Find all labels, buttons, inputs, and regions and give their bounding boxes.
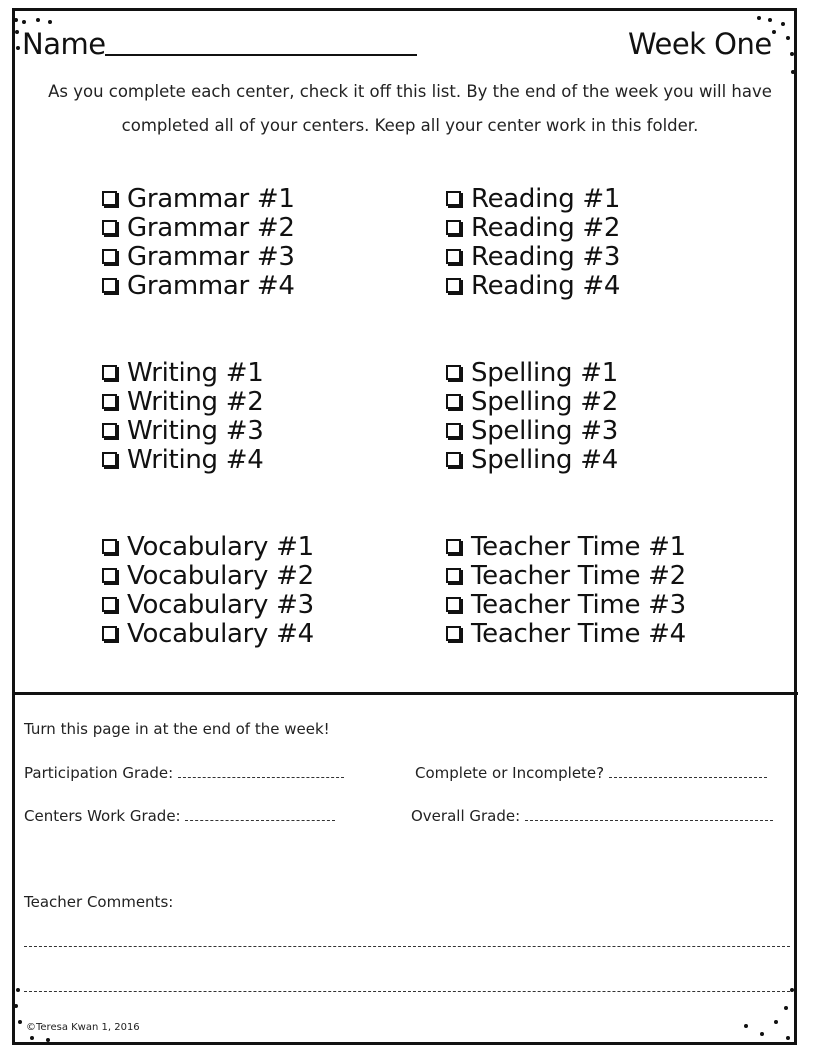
checklist-item[interactable] (446, 561, 686, 590)
checklist-item[interactable] (102, 532, 314, 561)
checklist-group (102, 358, 314, 474)
turn-in-note: Turn this page in at the end of the week! (24, 720, 330, 738)
checklist-item[interactable] (102, 242, 314, 271)
checklist-item[interactable] (446, 416, 686, 445)
checkbox-icon[interactable] (446, 597, 461, 612)
checkbox-icon[interactable] (446, 220, 461, 235)
checklist-item[interactable] (102, 619, 314, 648)
checkbox-icon[interactable] (102, 539, 117, 554)
checklist-group (446, 184, 686, 300)
checkbox-icon[interactable] (102, 452, 117, 467)
checkbox-icon[interactable] (446, 423, 461, 438)
checkbox-icon[interactable] (446, 249, 461, 264)
checkbox-icon[interactable] (102, 365, 117, 380)
checklist-item-label: Grammar #1 (127, 183, 295, 214)
checkbox-icon[interactable] (446, 365, 461, 380)
checkbox-icon[interactable] (446, 626, 461, 641)
checklist-item-label: Writing #3 (127, 415, 264, 446)
checklist-item[interactable] (446, 619, 686, 648)
checklist-item-label: Vocabulary #2 (127, 560, 314, 591)
checklist-item-label: Spelling #1 (471, 357, 618, 388)
checkbox-icon[interactable] (102, 191, 117, 206)
checklist-item-label: Spelling #2 (471, 386, 618, 417)
checklist-group (446, 358, 686, 474)
complete-field[interactable] (609, 765, 767, 778)
checklist-item[interactable] (102, 416, 314, 445)
teacher-comments-label: Teacher Comments: (24, 893, 174, 911)
checklist-item[interactable] (446, 242, 686, 271)
checklist-group (102, 184, 314, 300)
checkbox-icon[interactable] (102, 278, 117, 293)
checklist-item-label: Reading #1 (471, 183, 621, 214)
checkbox-icon[interactable] (102, 626, 117, 641)
checklist-item[interactable] (446, 445, 686, 474)
checklist-item-label: Vocabulary #4 (127, 618, 314, 649)
checklist-item-label: Vocabulary #1 (127, 531, 314, 562)
complete-label: Complete or Incomplete? (415, 764, 605, 782)
checklist-item[interactable] (102, 445, 314, 474)
checklist-item[interactable] (102, 590, 314, 619)
checkbox-icon[interactable] (102, 220, 117, 235)
left-checklist-column (102, 184, 314, 706)
checklist-item[interactable] (446, 590, 686, 619)
checklist-item[interactable] (446, 213, 686, 242)
checklist-group (446, 532, 686, 648)
comment-line[interactable] (24, 946, 790, 947)
right-checklist-column (446, 184, 686, 706)
overall-grade-field[interactable] (525, 808, 773, 821)
checkbox-icon[interactable] (102, 568, 117, 583)
checklist-item[interactable] (102, 561, 314, 590)
checklist-item[interactable] (102, 271, 314, 300)
checkbox-icon[interactable] (102, 423, 117, 438)
checkbox-icon[interactable] (102, 394, 117, 409)
checklist-item[interactable] (446, 271, 686, 300)
checkbox-icon[interactable] (446, 394, 461, 409)
complete-row (415, 764, 767, 782)
participation-grade-row (24, 764, 344, 782)
checklist-item-label: Reading #2 (471, 212, 621, 243)
instructions-text: As you complete each center, check it off this list. By the end of the week you will have completed all of your centers. Keep all your center work in this folder. (48, 82, 772, 135)
checkbox-icon[interactable] (446, 568, 461, 583)
checklist-item-label: Teacher Time #3 (471, 589, 686, 620)
checklist-item-label: Spelling #4 (471, 444, 618, 475)
week-title: Week One (628, 27, 772, 61)
checklist-item[interactable] (102, 387, 314, 416)
checklist-group (102, 532, 314, 648)
centers-grade-field[interactable] (185, 808, 335, 821)
checklist-item-label: Reading #4 (471, 270, 621, 301)
checkbox-icon[interactable] (102, 597, 117, 612)
checklist-item[interactable] (102, 358, 314, 387)
checklist-item-label: Reading #3 (471, 241, 621, 272)
centers-grade-label: Centers Work Grade: (24, 807, 181, 825)
checklist-item-label: Teacher Time #2 (471, 560, 686, 591)
section-divider (14, 692, 798, 695)
checklist-item[interactable] (446, 184, 686, 213)
checklist-item[interactable] (446, 387, 686, 416)
checklist-item-label: Vocabulary #3 (127, 589, 314, 620)
checklist-item-label: Grammar #2 (127, 212, 295, 243)
checklist-item-label: Writing #1 (127, 357, 264, 388)
checkbox-icon[interactable] (446, 452, 461, 467)
checkbox-icon[interactable] (102, 249, 117, 264)
checkbox-icon[interactable] (446, 539, 461, 554)
checkbox-icon[interactable] (446, 278, 461, 293)
overall-grade-row (411, 807, 773, 825)
participation-grade-field[interactable] (178, 765, 344, 778)
checklist-item-label: Grammar #3 (127, 241, 295, 272)
checklist-item[interactable] (446, 358, 686, 387)
checklist-item-label: Grammar #4 (127, 270, 295, 301)
checklist-item[interactable] (446, 532, 686, 561)
checklist-item-label: Teacher Time #4 (471, 618, 686, 649)
checklist-item-label: Teacher Time #1 (471, 531, 686, 562)
name-label: Name (22, 27, 106, 61)
overall-grade-label: Overall Grade: (411, 807, 521, 825)
checklist-item-label: Writing #2 (127, 386, 264, 417)
checklist-item-label: Spelling #3 (471, 415, 618, 446)
checklist-item[interactable] (102, 184, 314, 213)
checkbox-icon[interactable] (446, 191, 461, 206)
checklist-item[interactable] (102, 213, 314, 242)
centers-grade-row (24, 807, 335, 825)
participation-grade-label: Participation Grade: (24, 764, 174, 782)
copyright-text: ©Teresa Kwan 1, 2016 (26, 1022, 140, 1033)
comment-line[interactable] (24, 991, 790, 992)
name-field[interactable] (105, 54, 417, 56)
checklist-item-label: Writing #4 (127, 444, 264, 475)
